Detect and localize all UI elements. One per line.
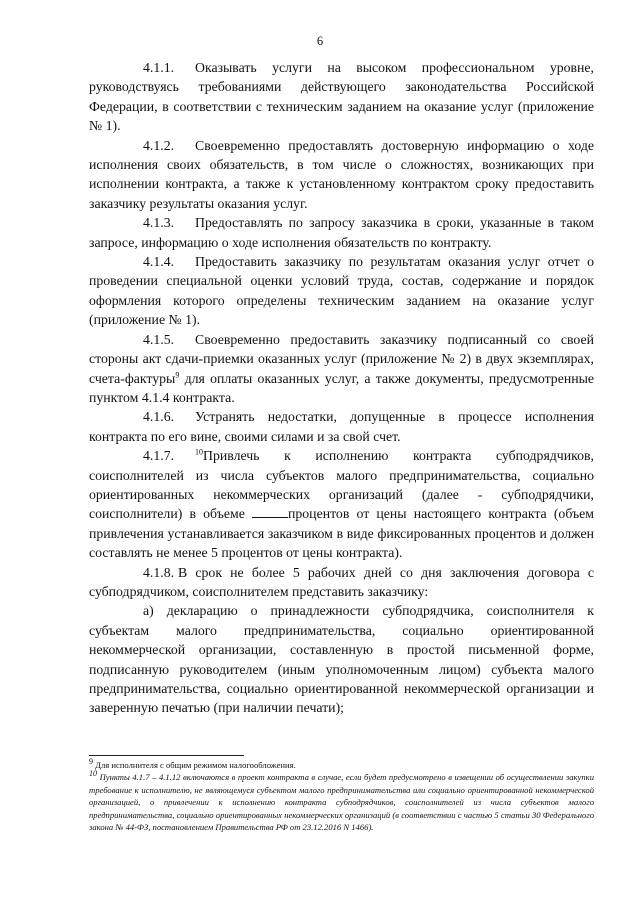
clause-4-1-8 [89,563,594,602]
clause-text: Оказывать услуги на высоком профессиональном уровне, руководствуясь требованиями действующего законодательства Российской Федерации, в соответствии с техническим заданием на оказание услуг (приложение № 1). [89,60,594,134]
page-number: 6 [316,34,324,48]
clause-4-1-6 [89,407,594,446]
item-a: а) декларацию о принадлежности субподрядчика, соисполнителя к субъектам малого предпринимательства, социально ориентированной некоммерческой организации, составленную в простой письменной форме, подписанную руководителем (иным уполномоченным лицом) субъекта малого предпринимательства, социально ориентированной некоммерческой организации и заверенную печатью (при наличии печати); [89,603,594,716]
footnote-mark: 9 [89,757,93,767]
clause-4-1-1 [89,58,594,136]
clause-4-1-7 [89,446,594,562]
clause-4-1-3 [89,213,594,252]
footnote-10 [89,771,594,833]
clause-text-cont: процентов от цены настоящего контракта (объем привлечения устанавливается заказчиком в виде фиксированных процентов и должен составлять не менее 5 процентов от цены контракта). [89,506,594,561]
clause-text: В срок не более 5 рабочих дней со дня заключения договора с субподрядчиком, соисполнителем представить заказчику: [89,564,594,599]
clause-text-cont: для оплаты оказанных услуг, а также документы, предусмотренные пунктом 4.1.4 контракта. [89,370,594,405]
clause-number: 4.1.5. [143,331,175,347]
clause-number: 4.1.3. [143,215,175,231]
clause-number: 4.1.2. [143,137,175,153]
clause-number: 4.1.4. [143,254,175,270]
footnote-ref-9[interactable]: 9 [175,369,180,379]
footnote-text: Пункты 4.1.7 – 4.1.12 включаются в проект контракта в случае, если будет предусмотрено в извещении об осуществлении закупки требование к исполнителю, не являющемуся субъектом малого предпринимательства или социально ориентированной некоммерческой организацией, о привлечении к исполнению контракта субподрядчиков, соисполнителей из числа субъектов малого предпринимательства, социально ориентированных некоммерческих организаций (в соответствии с частью 5 статьи 30 Федерального закона № 44-ФЗ, постановлением Правительства РФ от 23.12.2016 N 1466). [89,772,594,833]
clause-number: 4.1.6. [143,409,175,425]
clause-text: Своевременно предоставить заказчику подписанный со своей стороны акт сдачи-приемки оказанных услуг (приложение № 2) в двух экземплярах, счета-фактуры [89,331,594,386]
contract-body [89,58,594,718]
footnote-mark: 10 [89,769,97,779]
clause-text: Своевременно предоставлять достоверную информацию о ходе исполнения своих обязательств, в том числе о сложностях, возникающих при исполнении контракта, а также к установленному контрактом сроку предоставить заказчику результаты оказания услуг. [89,137,594,211]
clause-text: Предоставлять по запросу заказчика в сроки, указанные в таком запросе, информацию о ходе исполнения обязательств по контракту. [89,215,594,250]
clause-text: Устранять недостатки, допущенные в процессе исполнения контракта по его вине, своими силами и за свой счет. [89,409,594,444]
clause-4-1-5 [89,330,594,408]
footnote-ref-10[interactable]: 10 [195,447,203,457]
clause-text: Привлечь к исполнению контракта субподрядчиков, соисполнителей из числа субъектов малого предпринимательства, социально ориентированных некоммерческих организаций (далее - субподрядчики, соисполнители) в объеме [89,448,594,522]
clause-number: 4.1.8. [143,564,175,580]
footnote-9 [89,759,594,771]
clause-number: 4.1.1. [143,60,175,75]
footnote-text: Для исполнителя с общим режимом налогообложения. [95,760,296,770]
clause-number: 4.1.7. [143,448,175,464]
footnotes [89,759,594,833]
percent-blank-field[interactable] [252,505,288,518]
clause-4-1-2 [89,136,594,214]
footnote-divider [89,755,244,756]
clause-4-1-4 [89,252,594,330]
clause-text: Предоставить заказчику по результатам оказания услуг отчет о проведении специальной оценки условий труда, состав, содержание и порядок оформления которого определены техническим заданием на оказание услуг (приложение № 1). [89,254,594,328]
